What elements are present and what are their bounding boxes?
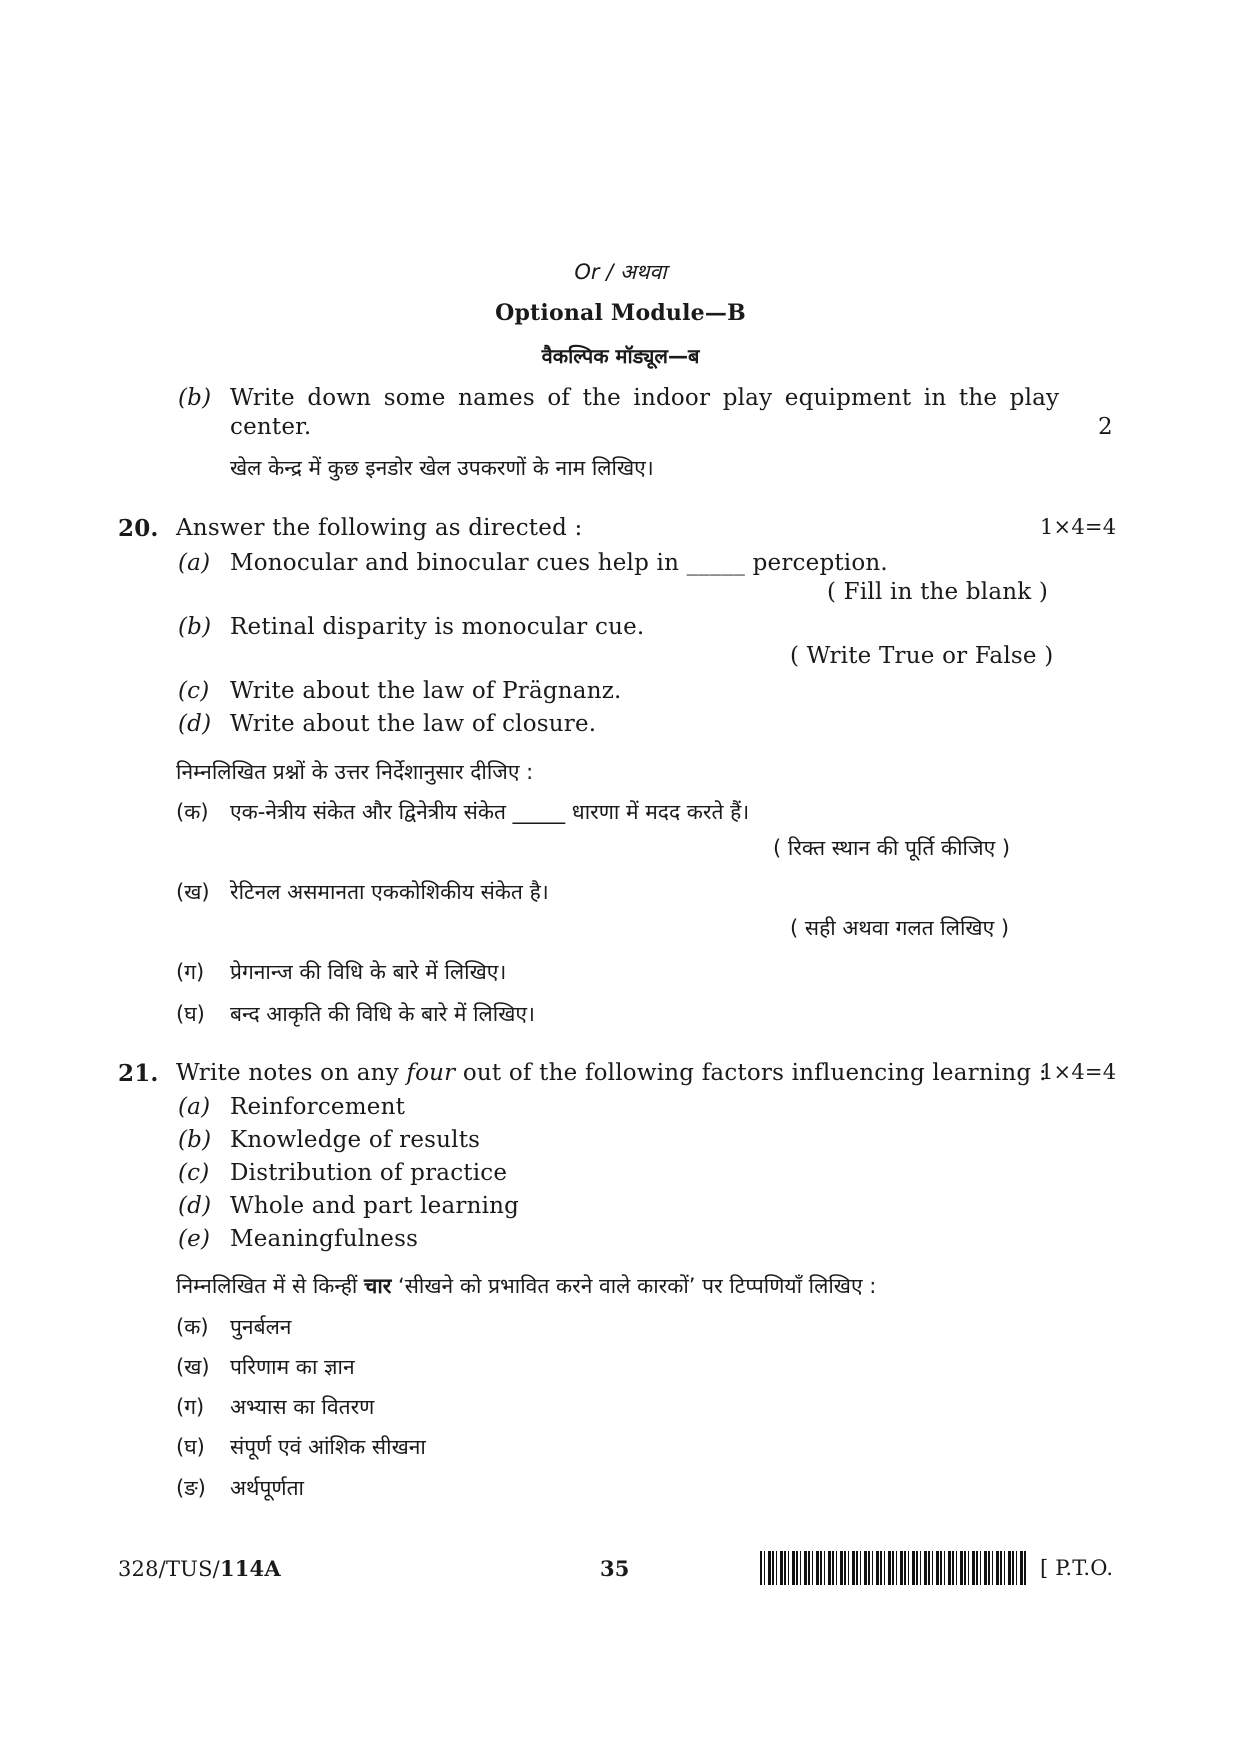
or-separator: Or / अथवा xyxy=(574,260,667,284)
q21d-label: (d) xyxy=(178,1193,212,1219)
q21-marks: 1×4=4 xyxy=(1040,1060,1117,1084)
q20b-note: ( Write True or False ) xyxy=(790,643,1054,669)
barcode xyxy=(760,1551,1028,1585)
q21-instruction-hindi-post: ‘सीखने को प्रभावित करने वाले कारकों’ पर टिप्पणियाँ लिखिए : xyxy=(391,1274,877,1298)
q21ka-text: पुनर्बलन xyxy=(230,1315,292,1339)
q21-instruction-post: out of the following factors influencing learning : xyxy=(455,1060,1047,1086)
q21gha-text: संपूर्ण एवं आंशिक सीखना xyxy=(230,1435,426,1459)
q20kha-note: ( सही अथवा गलत लिखिए ) xyxy=(790,916,1010,940)
q21d-text: Whole and part learning xyxy=(230,1193,520,1219)
module-title-hindi: वैकल्पिक मॉड्यूल—ब xyxy=(541,344,700,368)
q19b-text-line2: center. xyxy=(230,414,312,440)
q20c-label: (c) xyxy=(178,678,210,704)
q20d-text: Write about the law of closure. xyxy=(230,711,597,737)
q20a-note: ( Fill in the blank ) xyxy=(827,579,1049,605)
q20a-label: (a) xyxy=(178,550,211,576)
q20d-label: (d) xyxy=(178,711,212,737)
q21-instruction-pre: Write notes on any xyxy=(176,1060,407,1086)
q21ka-label: (क) xyxy=(176,1315,209,1339)
q19b-label: (b) xyxy=(178,385,212,411)
q20gha-text: बन्द आकृति की विधि के बारे में लिखिए। xyxy=(230,1002,535,1026)
q21b-text: Knowledge of results xyxy=(230,1127,481,1153)
q21nga-label: (ङ) xyxy=(176,1476,206,1500)
q20c-text: Write about the law of Prägnanz. xyxy=(230,678,622,704)
q21kha-text: परिणाम का ज्ञान xyxy=(230,1355,355,1379)
q20ka-label: (क) xyxy=(176,800,209,824)
q21ga-text: अभ्यास का वितरण xyxy=(230,1395,375,1419)
q21ga-label: (ग) xyxy=(176,1395,205,1419)
q21a-text: Reinforcement xyxy=(230,1094,406,1120)
q21b-label: (b) xyxy=(178,1127,212,1153)
q21nga-text: अर्थपूर्णता xyxy=(230,1476,304,1500)
q20kha-label: (ख) xyxy=(176,880,210,904)
q20-instruction-hindi: निम्नलिखित प्रश्नों के उत्तर निर्देशानुसार दीजिए : xyxy=(176,760,534,784)
q21c-text: Distribution of practice xyxy=(230,1160,508,1186)
q19b-hindi: खेल केन्द्र में कुछ इनडोर खेल उपकरणों के नाम लिखिए। xyxy=(230,456,654,480)
page-number: 35 xyxy=(600,1556,630,1581)
q20-marks: 1×4=4 xyxy=(1040,515,1117,539)
q20b-text: Retinal disparity is monocular cue. xyxy=(230,614,645,640)
q21-instruction xyxy=(176,1060,1047,1086)
q19b-marks: 2 xyxy=(1098,414,1113,440)
q21-instruction-hindi-bold: चार xyxy=(363,1274,392,1298)
q20ka-text: एक-नेत्रीय संकेत और द्विनेत्रीय संकेत _____ धारणा में मदद करते हैं। xyxy=(230,800,750,824)
paper-code xyxy=(118,1556,281,1581)
q21-number: 21. xyxy=(118,1060,159,1087)
paper-code-prefix: 328/TUS/ xyxy=(118,1557,220,1581)
q21a-label: (a) xyxy=(178,1094,211,1120)
q20ga-text: प्रेगनान्ज की विधि के बारे में लिखिए। xyxy=(230,960,507,984)
q21-instruction-emphasis: four xyxy=(406,1060,456,1086)
q19b-text-line1: Write down some names of the indoor play equipment in the play xyxy=(230,385,1060,411)
q21-instruction-hindi-pre: निम्नलिखित में से किन्हीं xyxy=(176,1274,364,1298)
q20gha-label: (घ) xyxy=(176,1002,205,1026)
q20-instruction: Answer the following as directed : xyxy=(176,515,583,541)
pto-label: [ P.T.O. xyxy=(1040,1556,1114,1580)
q21e-label: (e) xyxy=(178,1226,211,1252)
module-title: Optional Module—B xyxy=(495,300,746,326)
q21c-label: (c) xyxy=(178,1160,210,1186)
q20b-label: (b) xyxy=(178,614,212,640)
q20a-text: Monocular and binocular cues help in _____ perception. xyxy=(230,550,888,576)
q20ka-note: ( रिक्त स्थान की पूर्ति कीजिए ) xyxy=(773,836,1011,860)
q21kha-label: (ख) xyxy=(176,1355,210,1379)
paper-code-bold: 114A xyxy=(219,1556,281,1581)
q21-instruction-hindi xyxy=(176,1272,876,1300)
q21e-text: Meaningfulness xyxy=(230,1226,419,1252)
q21gha-label: (घ) xyxy=(176,1435,205,1459)
q20-number: 20. xyxy=(118,515,159,542)
q20kha-text: रेटिनल असमानता एककोशिकीय संकेत है। xyxy=(230,880,549,904)
q20ga-label: (ग) xyxy=(176,960,205,984)
